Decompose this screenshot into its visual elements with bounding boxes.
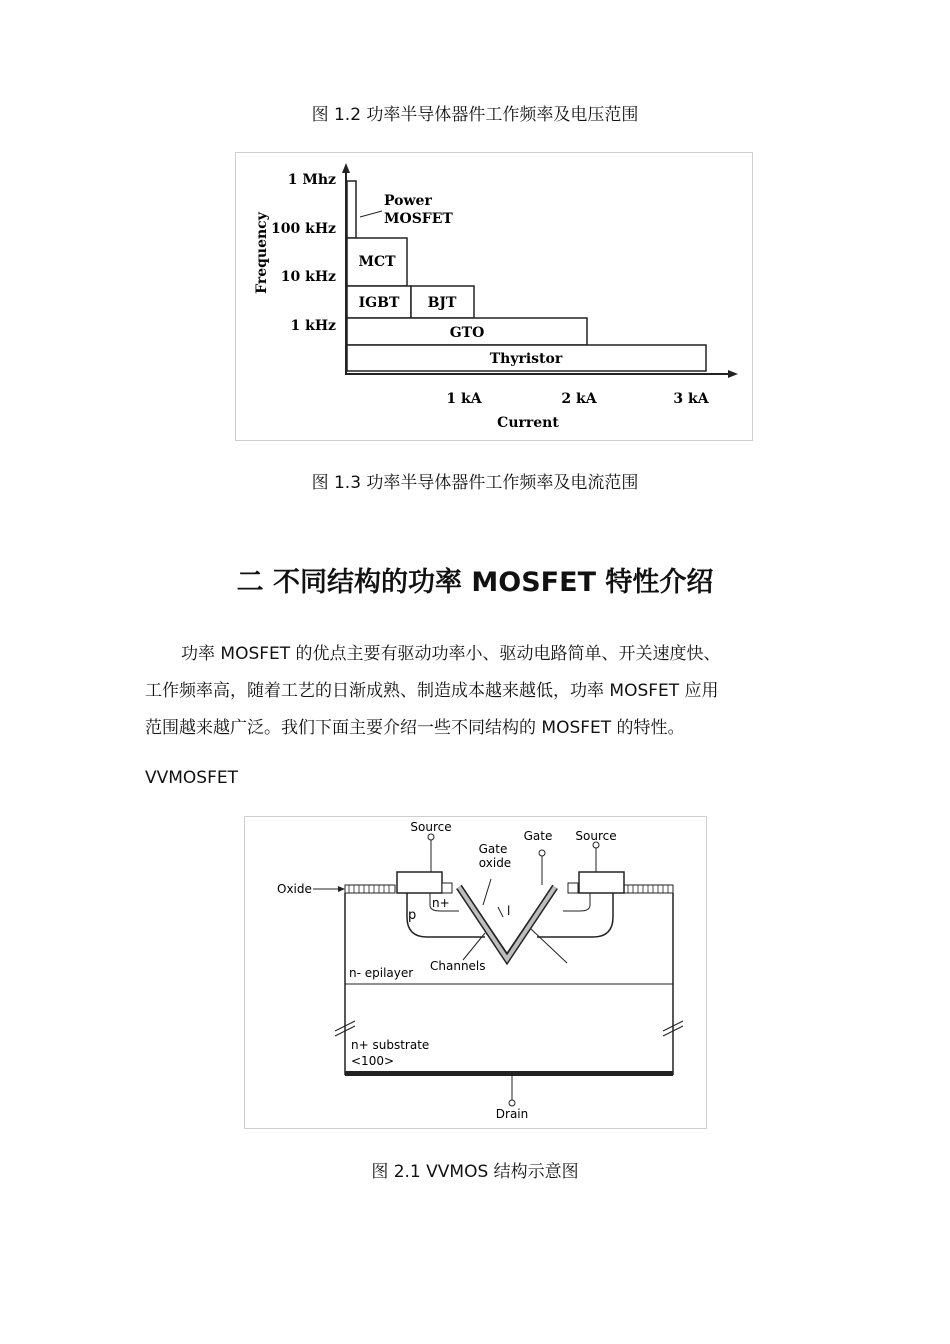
x-tick-2ka: 2 kA [561,391,597,407]
label-epilayer: n- epilayer [349,966,414,980]
n-plus-right-block [568,883,578,893]
label-n-plus: n+ [432,896,450,910]
label-source-left: Source [410,820,452,834]
oxide-left [345,885,395,893]
gate-terminal [539,850,545,856]
bjt-label: BJT [427,295,457,311]
vvmosfet-subheading: VVMOSFET [145,768,239,788]
power-mosfet-label-1: Power [384,193,432,209]
x-tick-3ka: 3 kA [673,391,709,407]
label-substrate: n+ substrate [351,1038,430,1052]
x-axis-arrow [728,370,738,378]
figure-1-3 [235,152,753,441]
label-drain: Drain [495,1107,529,1121]
channel-length-marker [498,907,503,917]
figure-1-3-caption: 图 1.3 功率半导体器件工作频率及电流范围 [311,473,639,493]
v-groove-outer [459,887,555,959]
x-tick-1ka: 1 kA [446,391,482,407]
source-right-contact [579,872,624,893]
paragraph-line-1: 功率 MOSFET 的优点主要有驱动功率小、驱动电路简单、开关速度快、 [181,644,721,664]
power-mosfet-label-2: MOSFET [384,211,453,227]
label-source-right: Source [575,829,617,843]
y-tick-1mhz: 1 Mhz [287,172,336,188]
v-groove-gate-poly [461,885,553,953]
n-plus-right-region [563,893,590,911]
label-gate-oxide-2: oxide [478,856,512,870]
label-channels: Channels [430,959,486,973]
oxide-pointer-arrow [338,886,345,892]
igbt-label: IGBT [358,295,400,311]
label-l: l [507,904,511,918]
label-gate: Gate [523,829,553,843]
paragraph-line-2: 工作频率高，随着工艺的日渐成熟、制造成本越来越低，功率 MOSFET 应用 [145,681,719,701]
drain-contact-plate [345,1071,673,1076]
figure-2-1 [244,816,707,1129]
x-axis-label: Current [497,415,559,431]
label-orientation: <100> [351,1054,395,1068]
y-axis-label: Frequency [254,212,270,294]
intro-paragraph [145,636,805,747]
label-gate-oxide-1: Gate [478,842,508,856]
mct-label: MCT [358,254,396,270]
y-tick-1khz: 1 kHz [290,318,336,334]
gto-label: GTO [449,325,485,341]
frequency-current-chart [236,153,752,440]
section-heading: 二 不同结构的功率 MOSFET 特性介绍 [236,567,714,598]
power-mosfet-box [347,181,356,238]
source-left-contact [397,872,442,893]
channel-pointer-right [531,929,567,963]
label-p: p [408,908,417,923]
figure-1-2-caption: 图 1.2 功率半导体器件工作频率及电压范围 [311,105,639,125]
vvmos-structure-diagram [245,817,706,1128]
thyristor-label: Thyristor [489,351,563,367]
y-axis-arrow [342,163,350,173]
source-left-terminal [428,834,434,840]
v-groove-gate-oxide [459,887,555,959]
figure-2-1-caption: 图 2.1 VVMOS 结构示意图 [371,1162,579,1182]
drain-terminal [509,1100,515,1106]
power-mosfet-pointer [360,211,382,217]
label-oxide: Oxide [277,882,312,896]
gate-oxide-pointer [483,879,491,905]
y-tick-10khz: 10 kHz [280,269,336,285]
n-plus-left-block [442,883,452,893]
paragraph-line-3: 范围越来越广泛。我们下面主要介绍一些不同结构的 MOSFET 的特性。 [145,718,685,738]
y-tick-100khz: 100 kHz [271,221,336,237]
